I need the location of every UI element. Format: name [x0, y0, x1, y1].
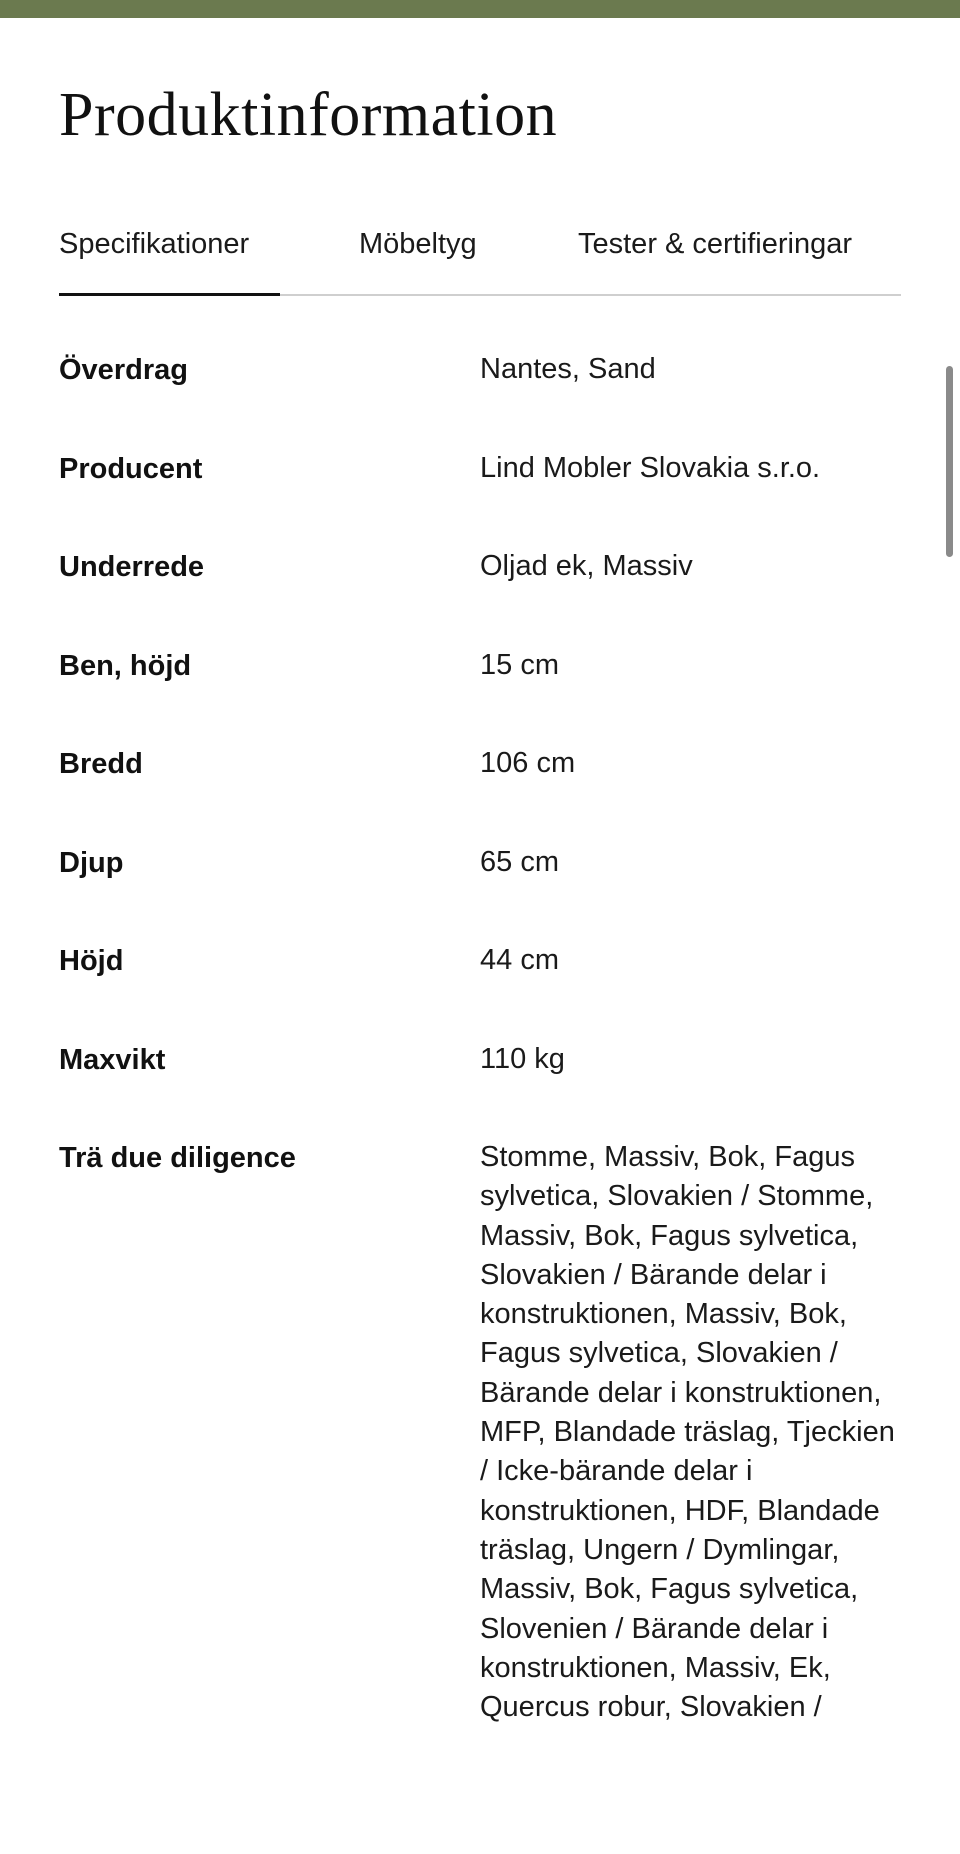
spec-row-underrede	[59, 547, 909, 646]
spec-value: 110 kg	[480, 1042, 565, 1075]
spec-row-overdrag	[59, 350, 909, 449]
spec-label: Trä due diligence	[59, 1142, 296, 1174]
spec-value: Nantes, Sand	[480, 353, 656, 385]
spec-value: 106 cm	[480, 747, 576, 779]
top-accent-bar	[0, 0, 960, 18]
spec-value: Oljad ek, Massiv	[480, 550, 693, 582]
tab-specifikationer[interactable]: Specifikationer	[59, 228, 250, 260]
active-tab-indicator	[59, 293, 280, 296]
spec-row-djup	[59, 843, 909, 942]
spec-value: 65 cm	[480, 845, 559, 878]
spec-value: 44 cm	[480, 944, 559, 976]
spec-label: Producent	[59, 452, 203, 485]
spec-label: Bredd	[59, 748, 143, 780]
product-info-tabs	[59, 220, 901, 296]
spec-label: Överdrag	[59, 354, 188, 386]
spec-value: Lind Mobler Slovakia s.r.o.	[480, 451, 821, 484]
spec-label: Underrede	[59, 551, 205, 583]
specifications-list	[59, 350, 909, 1727]
tab-tester-certifieringar[interactable]: Tester & certifieringar	[578, 228, 852, 260]
spec-value: Stomme, Massiv, Bok, Fagus sylvetica, Slovakien / Stomme, Massiv, Bok, Fagus sylvetica, Slovakien / Bärande delar i konstruktionen, Massiv, Bok, Fagus sylvetica, Slovakien / Bärande delar i konstruktionen, MFP, Blandade träslag, Tjeckien / Icke-bärande delar i konstruktionen, HDF, Blandade träslag, Ungern / Dymlingar, Massiv, Bok, Fagus sylvetica, Slovenien / Bärande delar i konstruktionen, Massiv, Ek, Quercus robur, Slovakien /	[480, 1141, 895, 1724]
scrollbar-thumb[interactable]	[946, 366, 953, 557]
spec-row-ben-hojd	[59, 646, 909, 745]
tab-mobeltyg[interactable]: Möbeltyg	[359, 228, 477, 260]
spec-row-producent	[59, 449, 909, 548]
spec-label: Maxvikt	[59, 1043, 166, 1076]
spec-row-tra-due-diligence	[59, 1138, 909, 1727]
spec-label: Höjd	[59, 945, 124, 977]
spec-row-bredd	[59, 744, 909, 843]
spec-label: Djup	[59, 846, 124, 879]
spec-row-hojd	[59, 941, 909, 1040]
spec-label: Ben, höjd	[59, 649, 192, 682]
page-title: Produktinformation	[59, 81, 558, 149]
spec-value: 15 cm	[480, 648, 559, 681]
spec-row-maxvikt	[59, 1040, 909, 1139]
